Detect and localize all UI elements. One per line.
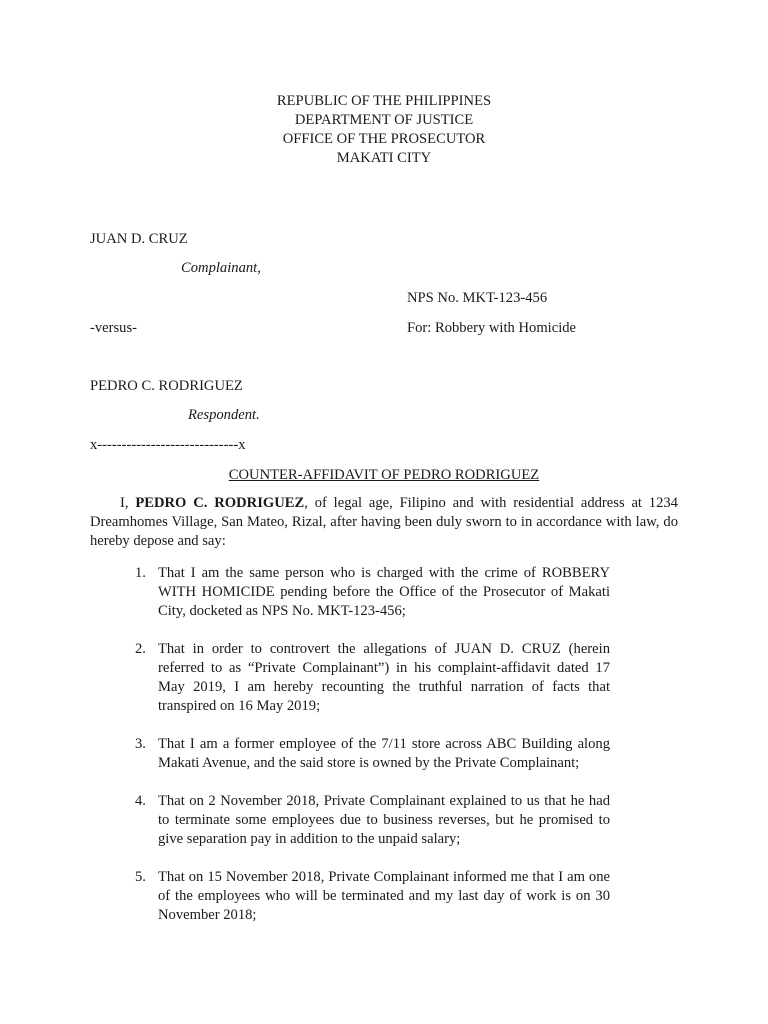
list-item xyxy=(90,640,610,716)
intro-paragraph: I, PEDRO C. RODRIGUEZ, of legal age, Filipino and with residential address at 1234 Dreamhomes Village, San Mateo, Rizal, after having been duly sworn to in accordance with law, do hereby depose and say: xyxy=(90,495,678,549)
document-header xyxy=(0,92,768,168)
list-item-number: 2. xyxy=(135,641,146,657)
list-item xyxy=(90,564,610,621)
list-item-text: That I am the same person who is charged with the crime of ROBBERY WITH HOMICIDE pending before the Office of the Prosecutor of Makati City, docketed as NPS No. MKT-123-456; xyxy=(158,565,610,619)
list-item xyxy=(90,792,610,849)
list-item-text: That in order to controvert the allegations of JUAN D. CRUZ (herein referred to as “Private Complainant”) in his complaint-affidavit dated 17 May 2019, I am hereby recounting the truthful narration of facts that transpired on 16 May 2019; xyxy=(158,641,610,714)
list-item-number: 4. xyxy=(135,793,146,809)
case-charge: For: Robbery with Homicide xyxy=(407,320,577,336)
header-republic: REPUBLIC OF THE PHILIPPINES xyxy=(276,93,492,109)
complainant-role: Complainant, xyxy=(181,260,261,276)
list-item-text: That on 15 November 2018, Private Complainant informed me that I am one of the employees who will be terminated and my last day of work is on 30 November 2018; xyxy=(158,869,610,923)
list-item-number: 5. xyxy=(135,869,146,885)
document-title: COUNTER-AFFIDAVIT OF PEDRO RODRIGUEZ xyxy=(228,467,540,483)
header-office: OFFICE OF THE PROSECUTOR xyxy=(282,131,486,147)
respondent-role: Respondent. xyxy=(188,407,260,423)
complainant-name: JUAN D. CRUZ xyxy=(90,231,188,247)
list-item-text: That on 2 November 2018, Private Complainant explained to us that he had to terminate some employees due to business reverses, but he promised to give separation pay in addition to the unpaid salary; xyxy=(158,793,610,847)
case-number: NPS No. MKT-123-456 xyxy=(407,290,548,306)
numbered-list xyxy=(90,564,610,925)
list-item xyxy=(90,868,610,925)
header-city: MAKATI CITY xyxy=(336,150,432,166)
list-item-number: 1. xyxy=(135,565,146,581)
list-item-number: 3. xyxy=(135,736,146,752)
caption-separator: x-----------------------------x xyxy=(90,437,246,453)
list-item-text: That I am a former employee of the 7/11 store across ABC Building along Makati Avenue, and the said store is owned by the Private Complainant; xyxy=(158,736,610,771)
header-department: DEPARTMENT OF JUSTICE xyxy=(294,112,474,128)
list-item xyxy=(90,735,610,773)
affiant-name: PEDRO C. RODRIGUEZ xyxy=(135,495,305,511)
versus-label: -versus- xyxy=(90,320,138,336)
respondent-name: PEDRO C. RODRIGUEZ xyxy=(90,378,243,394)
